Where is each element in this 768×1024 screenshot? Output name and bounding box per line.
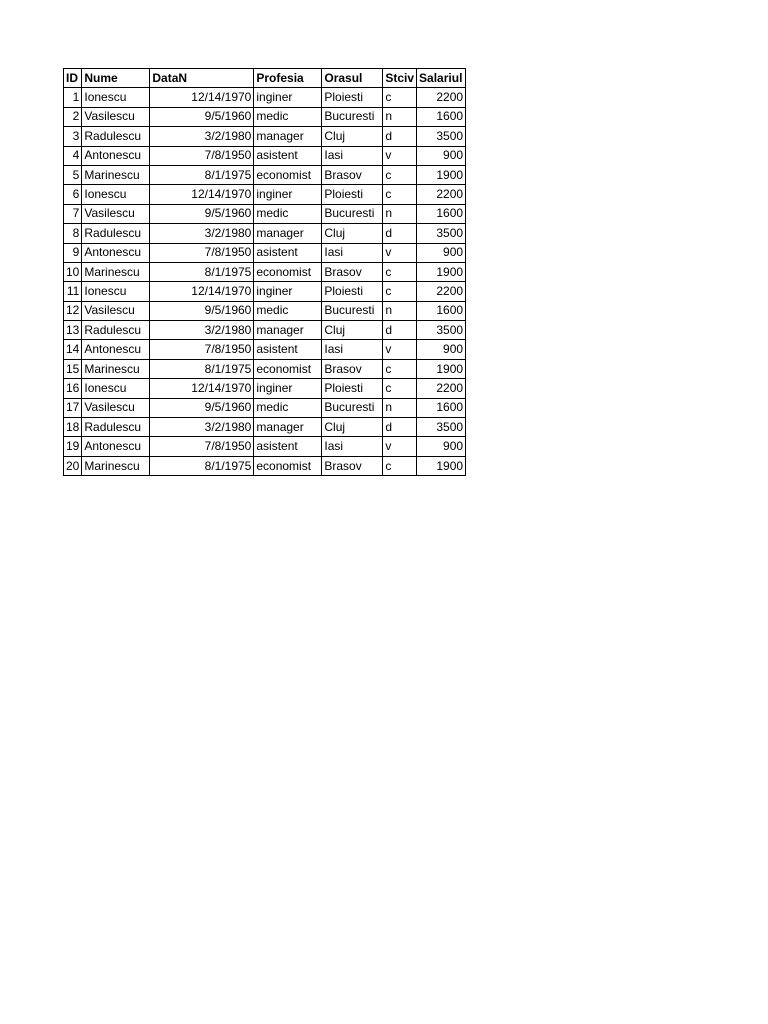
- table-row: [64, 456, 466, 475]
- cell-datan: 8/1/1975: [150, 359, 254, 378]
- cell-datan: 7/8/1950: [150, 437, 254, 456]
- cell-salariul: 1900: [417, 262, 466, 281]
- table-row: [64, 379, 466, 398]
- cell-stciv: d: [383, 418, 417, 437]
- cell-orasul: Cluj: [322, 321, 383, 340]
- cell-id: 12: [64, 301, 82, 320]
- table-row: [64, 146, 466, 165]
- cell-orasul: Bucuresti: [322, 107, 383, 126]
- cell-profesia: economist: [254, 165, 322, 184]
- cell-salariul: 3500: [417, 418, 466, 437]
- cell-nume: Antonescu: [82, 243, 150, 262]
- table-row: [64, 359, 466, 378]
- cell-salariul: 900: [417, 437, 466, 456]
- header-row: [64, 69, 466, 88]
- cell-orasul: Brasov: [322, 262, 383, 281]
- cell-profesia: medic: [254, 301, 322, 320]
- table-row: [64, 262, 466, 281]
- header-nume: Nume: [82, 69, 150, 88]
- cell-nume: Radulescu: [82, 127, 150, 146]
- cell-salariul: 2200: [417, 379, 466, 398]
- cell-nume: Ionescu: [82, 88, 150, 107]
- table-row: [64, 107, 466, 126]
- cell-nume: Marinescu: [82, 165, 150, 184]
- table-row: [64, 204, 466, 223]
- cell-id: 15: [64, 359, 82, 378]
- cell-stciv: c: [383, 165, 417, 184]
- cell-datan: 9/5/1960: [150, 204, 254, 223]
- cell-nume: Antonescu: [82, 437, 150, 456]
- cell-nume: Antonescu: [82, 340, 150, 359]
- cell-salariul: 1600: [417, 107, 466, 126]
- cell-stciv: d: [383, 321, 417, 340]
- cell-id: 7: [64, 204, 82, 223]
- cell-salariul: 3500: [417, 321, 466, 340]
- cell-profesia: economist: [254, 456, 322, 475]
- cell-datan: 8/1/1975: [150, 165, 254, 184]
- cell-profesia: asistent: [254, 437, 322, 456]
- cell-datan: 7/8/1950: [150, 340, 254, 359]
- cell-orasul: Bucuresti: [322, 301, 383, 320]
- cell-salariul: 2200: [417, 88, 466, 107]
- cell-nume: Radulescu: [82, 418, 150, 437]
- cell-salariul: 3500: [417, 224, 466, 243]
- cell-datan: 3/2/1980: [150, 224, 254, 243]
- cell-nume: Marinescu: [82, 359, 150, 378]
- table-row: [64, 282, 466, 301]
- cell-profesia: economist: [254, 262, 322, 281]
- cell-salariul: 900: [417, 340, 466, 359]
- cell-salariul: 1600: [417, 204, 466, 223]
- cell-orasul: Brasov: [322, 165, 383, 184]
- cell-id: 20: [64, 456, 82, 475]
- cell-stciv: n: [383, 301, 417, 320]
- cell-nume: Ionescu: [82, 282, 150, 301]
- cell-stciv: v: [383, 437, 417, 456]
- table-row: [64, 243, 466, 262]
- cell-stciv: v: [383, 243, 417, 262]
- cell-salariul: 1900: [417, 359, 466, 378]
- cell-orasul: Bucuresti: [322, 204, 383, 223]
- cell-stciv: n: [383, 204, 417, 223]
- cell-nume: Vasilescu: [82, 107, 150, 126]
- table-row: [64, 165, 466, 184]
- cell-nume: Vasilescu: [82, 301, 150, 320]
- cell-orasul: Cluj: [322, 418, 383, 437]
- table-row: [64, 418, 466, 437]
- table-row: [64, 398, 466, 417]
- cell-profesia: economist: [254, 359, 322, 378]
- cell-stciv: v: [383, 146, 417, 165]
- cell-stciv: v: [383, 340, 417, 359]
- cell-id: 1: [64, 88, 82, 107]
- cell-profesia: manager: [254, 127, 322, 146]
- header-orasul: Orasul: [322, 69, 383, 88]
- cell-profesia: manager: [254, 224, 322, 243]
- cell-orasul: Ploiesti: [322, 88, 383, 107]
- table-row: [64, 127, 466, 146]
- cell-orasul: Brasov: [322, 359, 383, 378]
- cell-id: 8: [64, 224, 82, 243]
- table-row: [64, 185, 466, 204]
- cell-datan: 8/1/1975: [150, 262, 254, 281]
- cell-datan: 12/14/1970: [150, 185, 254, 204]
- cell-profesia: inginer: [254, 185, 322, 204]
- cell-profesia: medic: [254, 204, 322, 223]
- cell-orasul: Cluj: [322, 127, 383, 146]
- cell-orasul: Cluj: [322, 224, 383, 243]
- cell-orasul: Bucuresti: [322, 398, 383, 417]
- cell-id: 10: [64, 262, 82, 281]
- employee-table: [63, 68, 466, 476]
- cell-salariul: 1900: [417, 165, 466, 184]
- cell-nume: Marinescu: [82, 262, 150, 281]
- cell-id: 17: [64, 398, 82, 417]
- cell-datan: 3/2/1980: [150, 418, 254, 437]
- table-row: [64, 88, 466, 107]
- table-row: [64, 321, 466, 340]
- cell-nume: Radulescu: [82, 224, 150, 243]
- cell-datan: 12/14/1970: [150, 282, 254, 301]
- cell-salariul: 900: [417, 243, 466, 262]
- cell-datan: 9/5/1960: [150, 398, 254, 417]
- cell-nume: Vasilescu: [82, 398, 150, 417]
- table-body: [64, 88, 466, 476]
- cell-id: 2: [64, 107, 82, 126]
- cell-profesia: inginer: [254, 379, 322, 398]
- cell-datan: 7/8/1950: [150, 146, 254, 165]
- cell-orasul: Iasi: [322, 437, 383, 456]
- cell-id: 13: [64, 321, 82, 340]
- cell-profesia: medic: [254, 398, 322, 417]
- cell-orasul: Iasi: [322, 146, 383, 165]
- cell-stciv: c: [383, 282, 417, 301]
- cell-id: 9: [64, 243, 82, 262]
- cell-nume: Ionescu: [82, 185, 150, 204]
- cell-stciv: c: [383, 359, 417, 378]
- cell-datan: 12/14/1970: [150, 88, 254, 107]
- cell-datan: 9/5/1960: [150, 301, 254, 320]
- cell-stciv: n: [383, 107, 417, 126]
- cell-profesia: asistent: [254, 146, 322, 165]
- cell-salariul: 1600: [417, 301, 466, 320]
- header-datan: DataN: [150, 69, 254, 88]
- cell-stciv: c: [383, 379, 417, 398]
- cell-nume: Ionescu: [82, 379, 150, 398]
- table-row: [64, 301, 466, 320]
- cell-stciv: c: [383, 262, 417, 281]
- cell-datan: 7/8/1950: [150, 243, 254, 262]
- cell-salariul: 900: [417, 146, 466, 165]
- cell-stciv: n: [383, 398, 417, 417]
- cell-orasul: Iasi: [322, 243, 383, 262]
- cell-profesia: inginer: [254, 88, 322, 107]
- header-id: ID: [64, 69, 82, 88]
- cell-id: 14: [64, 340, 82, 359]
- cell-id: 4: [64, 146, 82, 165]
- cell-id: 3: [64, 127, 82, 146]
- table-row: [64, 437, 466, 456]
- cell-profesia: manager: [254, 321, 322, 340]
- cell-stciv: c: [383, 88, 417, 107]
- cell-id: 19: [64, 437, 82, 456]
- cell-profesia: inginer: [254, 282, 322, 301]
- table-row: [64, 340, 466, 359]
- cell-nume: Vasilescu: [82, 204, 150, 223]
- cell-datan: 3/2/1980: [150, 127, 254, 146]
- cell-salariul: 2200: [417, 282, 466, 301]
- cell-nume: Antonescu: [82, 146, 150, 165]
- cell-stciv: d: [383, 127, 417, 146]
- cell-id: 11: [64, 282, 82, 301]
- cell-salariul: 1600: [417, 398, 466, 417]
- header-stciv: Stciv: [383, 69, 417, 88]
- cell-orasul: Ploiesti: [322, 185, 383, 204]
- cell-datan: 8/1/1975: [150, 456, 254, 475]
- cell-orasul: Ploiesti: [322, 282, 383, 301]
- cell-salariul: 3500: [417, 127, 466, 146]
- cell-id: 16: [64, 379, 82, 398]
- cell-profesia: asistent: [254, 243, 322, 262]
- cell-stciv: c: [383, 185, 417, 204]
- cell-orasul: Ploiesti: [322, 379, 383, 398]
- cell-salariul: 2200: [417, 185, 466, 204]
- cell-profesia: manager: [254, 418, 322, 437]
- cell-id: 18: [64, 418, 82, 437]
- cell-profesia: asistent: [254, 340, 322, 359]
- cell-orasul: Iasi: [322, 340, 383, 359]
- cell-profesia: medic: [254, 107, 322, 126]
- cell-stciv: c: [383, 456, 417, 475]
- cell-datan: 9/5/1960: [150, 107, 254, 126]
- table-row: [64, 224, 466, 243]
- header-profesia: Profesia: [254, 69, 322, 88]
- cell-nume: Radulescu: [82, 321, 150, 340]
- cell-datan: 3/2/1980: [150, 321, 254, 340]
- cell-datan: 12/14/1970: [150, 379, 254, 398]
- cell-stciv: d: [383, 224, 417, 243]
- cell-id: 6: [64, 185, 82, 204]
- cell-nume: Marinescu: [82, 456, 150, 475]
- cell-salariul: 1900: [417, 456, 466, 475]
- cell-id: 5: [64, 165, 82, 184]
- header-salariul: Salariul: [417, 69, 466, 88]
- cell-orasul: Brasov: [322, 456, 383, 475]
